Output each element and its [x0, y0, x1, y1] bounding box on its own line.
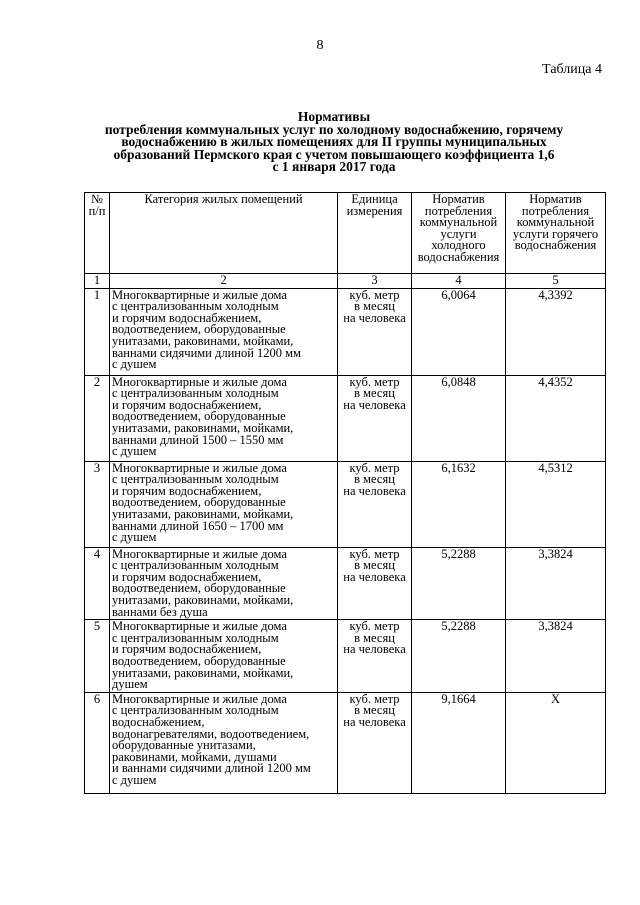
category-line: ваннами длиной 1650 – 1700 мм [112, 518, 284, 533]
header-cold-line: водоснабжения [417, 249, 500, 264]
category-line: водоотведением, оборудованные [112, 409, 286, 424]
header-cold-water [412, 193, 506, 274]
column-index: 1 [85, 274, 110, 289]
category-line: с душем [112, 357, 157, 372]
table-label: Таблица 4 [542, 62, 602, 77]
category-line: унитазами, раковинами, мойками, [112, 665, 294, 680]
row-cold-norm: 6,0064 [412, 288, 506, 375]
row-category [110, 461, 338, 547]
title-line: потребления коммунальных услуг по холодному водоснабжению, горячему [104, 121, 564, 137]
unit-line: в месяц [354, 630, 395, 645]
category-line: водоотведением, оборудованные [112, 322, 286, 337]
column-index: 5 [506, 274, 606, 289]
category-line: Многоквартирные и жилые дома [112, 547, 287, 561]
header-cold-line: потребления [424, 203, 493, 218]
category-line: водоотведением, оборудованные [112, 581, 286, 596]
table-row [85, 375, 606, 461]
unit-line: в месяц [354, 703, 395, 718]
unit-line: на человека [343, 483, 406, 498]
category-line: и ваннами сидячими длиной 1200 мм [112, 761, 311, 776]
title-line: Нормативы [297, 109, 371, 124]
header-num [85, 193, 110, 274]
column-index-row [85, 274, 606, 289]
header-hot-line: потребления [521, 203, 590, 218]
category-line: с централизованным холодным [112, 299, 279, 314]
unit-line: куб. метр [349, 692, 400, 706]
row-unit [338, 461, 412, 547]
row-hot-norm: 3,3824 [506, 547, 606, 620]
category-line: водоотведением, оборудованные [112, 495, 286, 510]
unit-line: куб. метр [349, 461, 400, 475]
category-line: унитазами, раковинами, мойками, [112, 420, 294, 435]
category-line: с душем [112, 530, 157, 545]
table-row [85, 692, 606, 793]
category-line: водоснабжением, [112, 714, 205, 729]
title-line: водоснабжению в жилых помещениях для II группы муниципальных [121, 134, 547, 150]
header-cold-line: услуги [440, 226, 477, 241]
row-number: 5 [85, 620, 110, 693]
category-line: унитазами, раковинами, мойками, [112, 592, 294, 607]
row-unit [338, 692, 412, 793]
row-unit [338, 375, 412, 461]
row-cold-norm: 6,1632 [412, 461, 506, 547]
unit-line: куб. метр [349, 288, 400, 302]
unit-line: в месяц [354, 472, 395, 487]
page-number: 8 [316, 38, 324, 53]
row-unit [338, 288, 412, 375]
unit-line: в месяц [354, 299, 395, 314]
header-hot-line: Норматив [529, 192, 582, 206]
unit-line: в месяц [354, 558, 395, 573]
category-line: с централизованным холодным [112, 630, 279, 645]
unit-line: в месяц [354, 386, 395, 401]
category-line: ваннами без душа [112, 604, 208, 619]
title-line: с 1 января 2017 года [272, 159, 396, 175]
category-line: ваннами длиной 1500 – 1550 мм [112, 432, 284, 447]
category-line: и горячим водоснабжением, [112, 569, 262, 584]
category-line: с централизованным холодным [112, 386, 279, 401]
header-unit-line: измерения [346, 203, 403, 218]
category-line: унитазами, раковинами, мойками, [112, 333, 294, 348]
table-row [85, 547, 606, 620]
header-category [110, 193, 338, 274]
row-cold-norm: 5,2288 [412, 620, 506, 693]
unit-line: на человека [343, 310, 406, 325]
header-hot-line: коммунальной [516, 215, 595, 230]
title-line: образований Пермского края с учетом повышающего коэффициента 1,6 [113, 146, 555, 162]
category-line: унитазами, раковинами, мойками, [112, 506, 294, 521]
row-number: 2 [85, 375, 110, 461]
category-line: и горячим водоснабжением, [112, 642, 262, 657]
category-line: душем [112, 677, 148, 692]
category-line: Многоквартирные и жилые дома [112, 692, 287, 706]
category-line: и горячим водоснабжением, [112, 310, 262, 325]
category-line: Многоквартирные и жилые дома [112, 375, 287, 389]
category-line: с централизованным холодным [112, 558, 279, 573]
header-category-line: Категория жилых помещений [144, 192, 303, 206]
row-cold-norm: 6,0848 [412, 375, 506, 461]
table-row [85, 620, 606, 693]
unit-line: куб. метр [349, 547, 400, 561]
row-cold-norm: 5,2288 [412, 547, 506, 620]
category-line: и горячим водоснабжением, [112, 397, 262, 412]
category-line: водонагревателями, водоотведением, [112, 726, 310, 741]
row-number: 3 [85, 461, 110, 547]
row-category [110, 620, 338, 693]
row-category [110, 375, 338, 461]
header-cold-line: Норматив [432, 192, 485, 206]
header-cold-line: холодного [431, 238, 486, 253]
header-hot-line: водоснабжения [514, 238, 597, 253]
header-hot-line: услуги горячего [512, 226, 599, 241]
row-number: 4 [85, 547, 110, 620]
row-hot-norm: X [506, 692, 606, 793]
category-line: раковинами, мойками, душами [112, 749, 277, 764]
table-row [85, 461, 606, 547]
row-cold-norm: 9,1664 [412, 692, 506, 793]
header-cold-line: коммунальной [419, 215, 498, 230]
row-category [110, 692, 338, 793]
category-line: с централизованным холодным [112, 703, 279, 718]
row-category [110, 547, 338, 620]
header-unit [338, 193, 412, 274]
unit-line: на человека [343, 642, 406, 657]
category-line: ваннами сидячими длиной 1200 мм [112, 345, 301, 360]
row-unit [338, 547, 412, 620]
table-row [85, 288, 606, 375]
document-title [60, 111, 608, 174]
category-line: Многоквартирные и жилые дома [112, 288, 287, 302]
category-line: с централизованным холодным [112, 472, 279, 487]
category-line: с душем [112, 772, 157, 787]
header-num-line: п/п [88, 203, 106, 218]
unit-line: куб. метр [349, 619, 400, 634]
row-hot-norm: 3,3824 [506, 620, 606, 693]
unit-line: на человека [343, 714, 406, 729]
category-line: с душем [112, 444, 157, 459]
row-hot-norm: 4,4352 [506, 375, 606, 461]
category-line: Многоквартирные и жилые дома [112, 461, 287, 475]
column-index: 2 [110, 274, 338, 289]
column-index: 3 [338, 274, 412, 289]
row-category [110, 288, 338, 375]
row-unit [338, 620, 412, 693]
header-num-line: № [91, 192, 103, 206]
header-hot-water [506, 193, 606, 274]
table-header-row [85, 193, 606, 274]
category-line: Многоквартирные и жилые дома [112, 619, 287, 634]
row-number: 6 [85, 692, 110, 793]
header-unit-line: Единица [351, 192, 398, 206]
category-line: водоотведением, оборудованные [112, 653, 286, 668]
row-number: 1 [85, 288, 110, 375]
row-hot-norm: 4,5312 [506, 461, 606, 547]
category-line: и горячим водоснабжением, [112, 483, 262, 498]
norms-table [84, 192, 606, 794]
unit-line: на человека [343, 397, 406, 412]
row-hot-norm: 4,3392 [506, 288, 606, 375]
unit-line: на человека [343, 569, 406, 584]
column-index: 4 [412, 274, 506, 289]
unit-line: куб. метр [349, 375, 400, 389]
category-line: оборудованные унитазами, [112, 738, 256, 753]
